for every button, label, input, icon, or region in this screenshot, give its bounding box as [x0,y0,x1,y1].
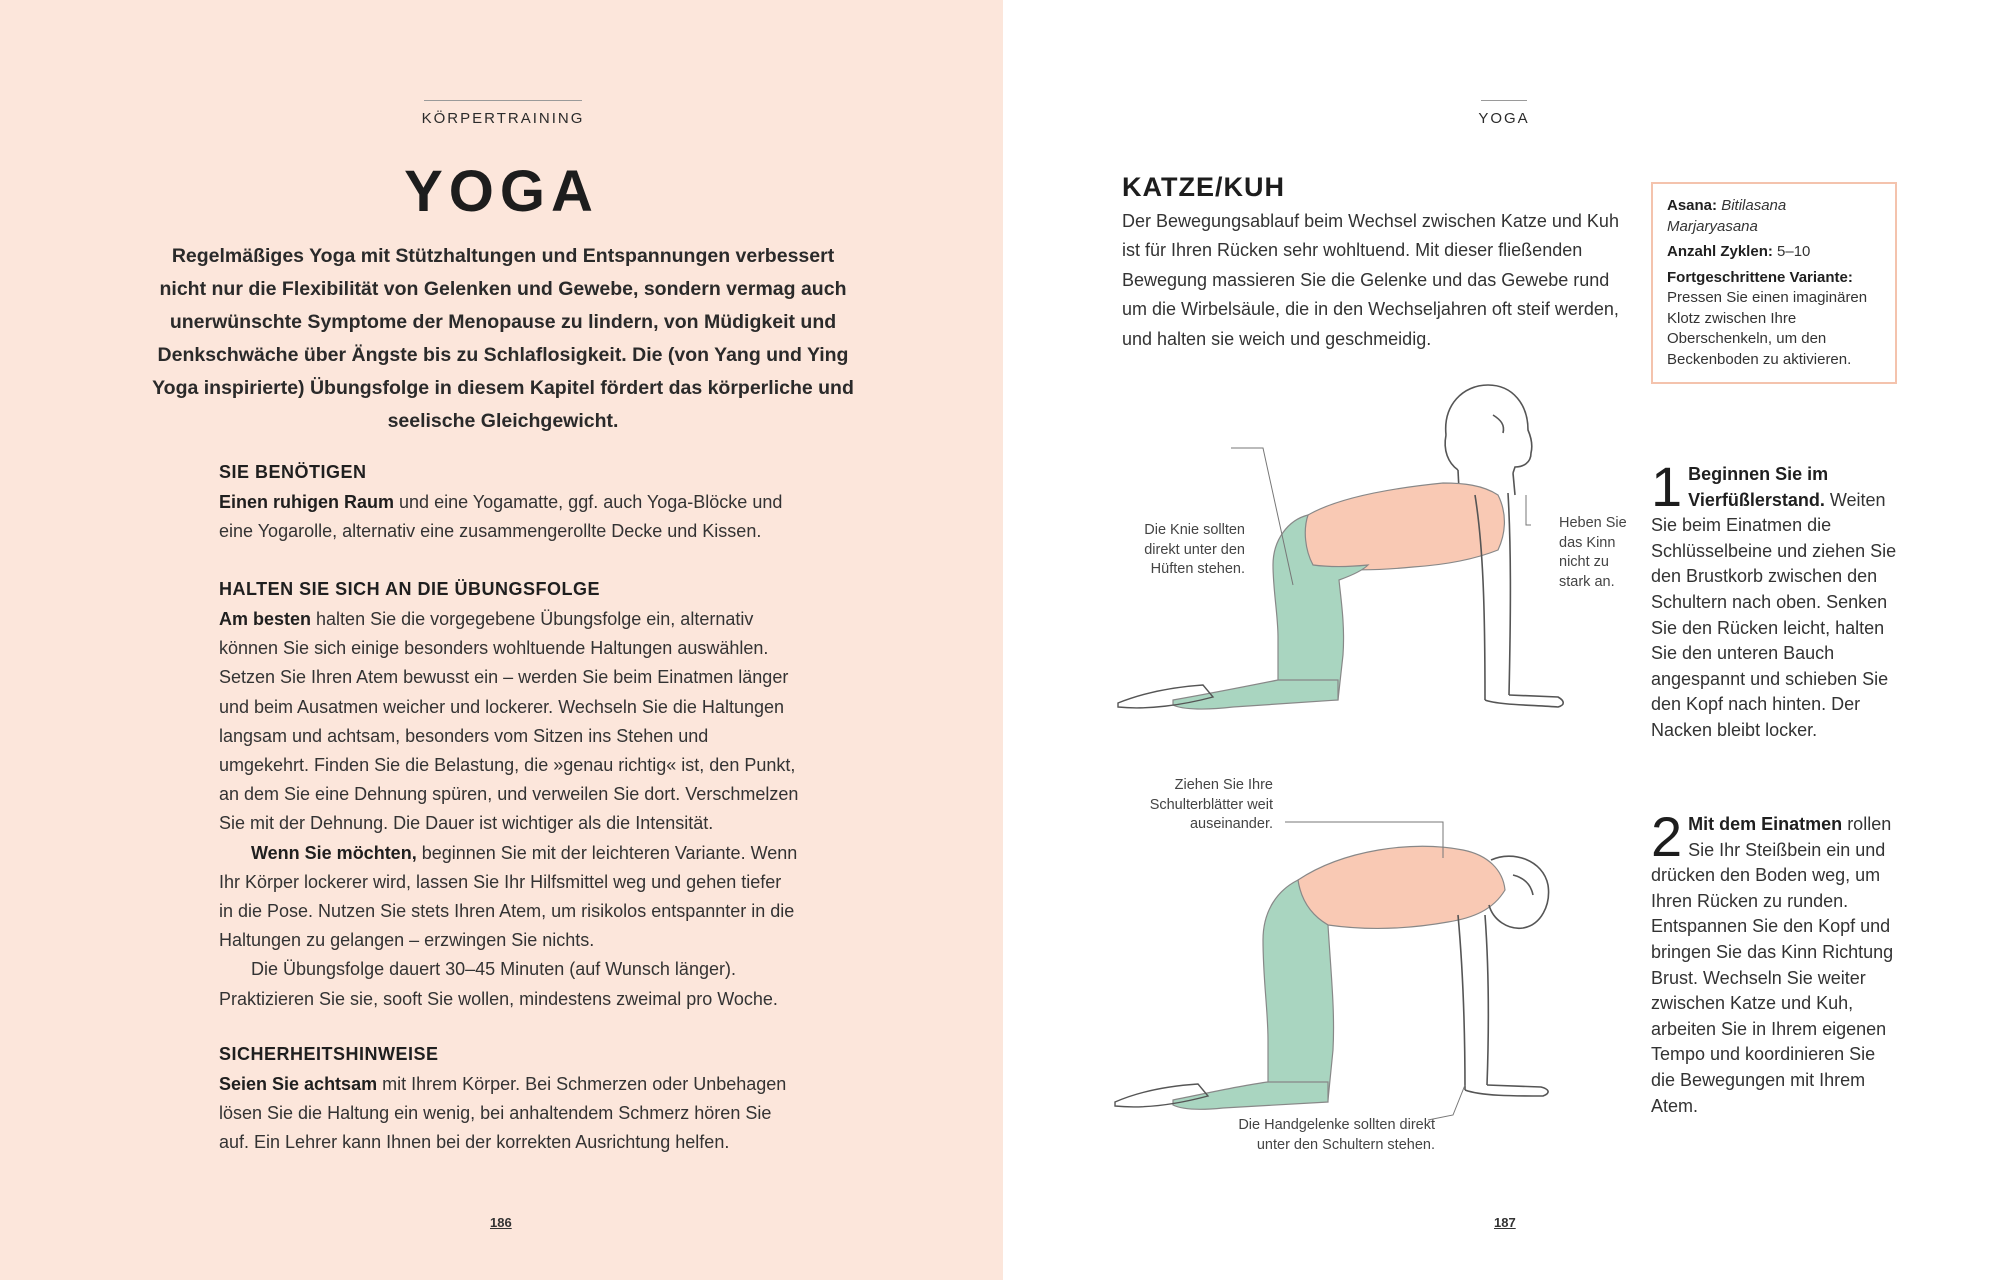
section-body-safety [219,1070,799,1158]
lead-text: Am besten [219,609,312,629]
paragraph-3: Die Übungsfolge dauert 30–45 Minuten (auf Wunsch länger). Praktizieren Sie sie, sooft Sie wollen, mindestens zweimal pro Woche. [219,959,778,1009]
step-lead: Mit dem Einatmen [1688,814,1843,834]
section-body-order [219,605,799,1014]
running-head: KÖRPERTRAINING [421,110,585,127]
advanced-label [1667,268,1881,289]
step-lead: Beginnen Sie im Vierfüßlerstand. [1688,464,1829,510]
annotation-shoulders: Ziehen Sie Ihre Schulterblätter weit auseinander. [1149,777,1273,832]
section-heading-needs: SIE BENÖTIGEN [219,462,367,482]
step-text: Weiten Sie beim Einatmen die Schlüsselbeine und ziehen Sie den Brustkorb zwischen den Schultern nach oben. Senken Sie den Rücken leicht, halten Sie den unteren Bauch angespannt und schieben Sie den Kopf nach hinten. Der Nacken bleibt locker. [1651,489,1897,740]
lead-text: Wenn Sie möchten, [251,842,417,863]
cycles-label: Anzahl Zyklen: [1667,243,1773,260]
page-title: YOGA [404,159,599,224]
advanced-text: Pressen Sie einen imaginären Klotz zwischen Ihre Oberschenkeln, um den Beckenboden zu aktivieren. [1667,289,1868,368]
exercise-title: KATZE/KUH [1122,172,1285,202]
cat-pose-illustration [1113,800,1583,1130]
running-head-rule [1481,100,1527,101]
annotation-wrists: Die Handgelenke sollten direkt unter den Schultern stehen. [1238,1117,1435,1153]
cycles-row [1667,242,1881,263]
exercise-intro: Der Bewegungsablauf beim Wechsel zwischen Katze und Kuh ist für Ihren Rücken sehr wohltuend. Mit dieser fließenden Bewegung massieren Sie die Gelenke und das Gewebe rund um die Wirbelsäule, die in den Wechseljahren oft steif werden, und halten sie weich und geschmeidig. [1122,211,1619,349]
body-text: beginnen Sie mit der leichteren Variante. Wenn Ihr Körper lockerer wird, lassen Sie Ihr Hilfsmittel weg und gehen tiefer in die Pose. Nutzen Sie stets Ihren Atem, um risikolos entspannter in die Haltungen zu gelangen – erzwingen Sie nichts. [219,842,798,951]
advanced-label-text: Fortgeschrittene Variante: [1667,268,1853,286]
lead-text: Seien Sie achtsam [219,1074,378,1094]
body-text: halten Sie die vorgegebene Übungsfolge ein, alternativ können Sie sich einige besonders wohltuende Haltungen auswählen. Setzen Sie Ihren Atem bewusst ein – werden Sie beim Einatmen länger und beim Ausatmen weicher und lockerer. Wechseln Sie die Haltungen langsam und achtsam, besonders vom Sitzen ins Stehen und umgekehrt. Finden Sie die Belastung, die »genau richtig« ist, den Punkt, an dem Sie eine Dehnung spüren, und verweilen Sie dort. Verschmelzen Sie mit der Dehnung. Die Dauer ist wichtiger als die Intensität. [219,609,799,834]
asana-label: Asana: [1667,197,1718,214]
asana-infobox [1651,182,1897,384]
asana-value: Bitilasana Marjaryasana [1667,197,1787,235]
body-text: mit Ihrem Körper. Bei Schmerzen oder Unbehagen lösen Sie die Haltung ein wenig, bei anhaltendem Schmerz hören Sie auf. Ein Lehrer kann Ihnen bei der korrekten Ausrichtung helfen. [219,1074,787,1153]
paragraph-2 [219,839,799,956]
right-page [1003,0,2006,1280]
step-number: 1 [1651,455,1683,518]
section-heading-safety: SICHERHEITSHINWEISE [219,1044,439,1064]
annotation-chin: Heben Sie das Kinn nicht zu stark an. [1559,515,1627,590]
step-2 [1651,805,1897,1119]
lower-leg [1173,680,1338,709]
page-number: 187 [1494,1215,1516,1230]
asana-row [1667,196,1881,237]
lower-leg [1173,1082,1328,1109]
torso-top [1304,483,1505,570]
lead-text: Einen ruhigen Raum [219,492,395,512]
step-number: 2 [1651,805,1683,868]
running-head: YOGA [1478,110,1530,127]
intro-paragraph: Regelmäßiges Yoga mit Stützhaltungen und Entspannungen verbessert nicht nur die Flexibilität von Gelenken und Gewebe, sondern vermag auch unerwünschte Symptome der Menopause zu lindern, von Müdigkeit und Denkschwäche über Ängste bis zu Schlaflosigkeit. Die (von Yang und Ying Yoga inspirierte) Übungsfolge in diesem Kapitel fördert das körperliche und seelische Gleichgewicht. [152,245,854,432]
section-heading-order: HALTEN SIE SICH AN DIE ÜBUNGSFOLGE [219,579,601,599]
section-body-needs [219,488,799,546]
torso-top [1298,846,1505,928]
step-1 [1651,455,1897,744]
head-outline [1445,385,1532,495]
step-text: rollen Sie Ihr Steißbein ein und drücken den Boden weg, um Ihren Rücken zu runden. Entspannen Sie den Kopf und bringen Sie das Kinn Richtung Brust. Wechseln Sie weiter zwischen Katze und Kuh, arbeiten Sie in Ihrem eigenen Tempo und koordinieren Sie die Bewegungen mit Ihrem Atem. [1651,814,1894,1116]
cycles-value: 5–10 [1777,243,1811,260]
running-head-rule [424,100,582,101]
annotation-knees: Die Knie sollten direkt unter den Hüften stehen. [1144,522,1245,577]
arms [1458,915,1548,1096]
body-text: und eine Yogamatte, ggf. auch Yoga-Blöcke und eine Yogarolle, alternativ eine zusammengerollte Decke und Kissen. [219,492,783,542]
page-number: 186 [490,1215,512,1230]
